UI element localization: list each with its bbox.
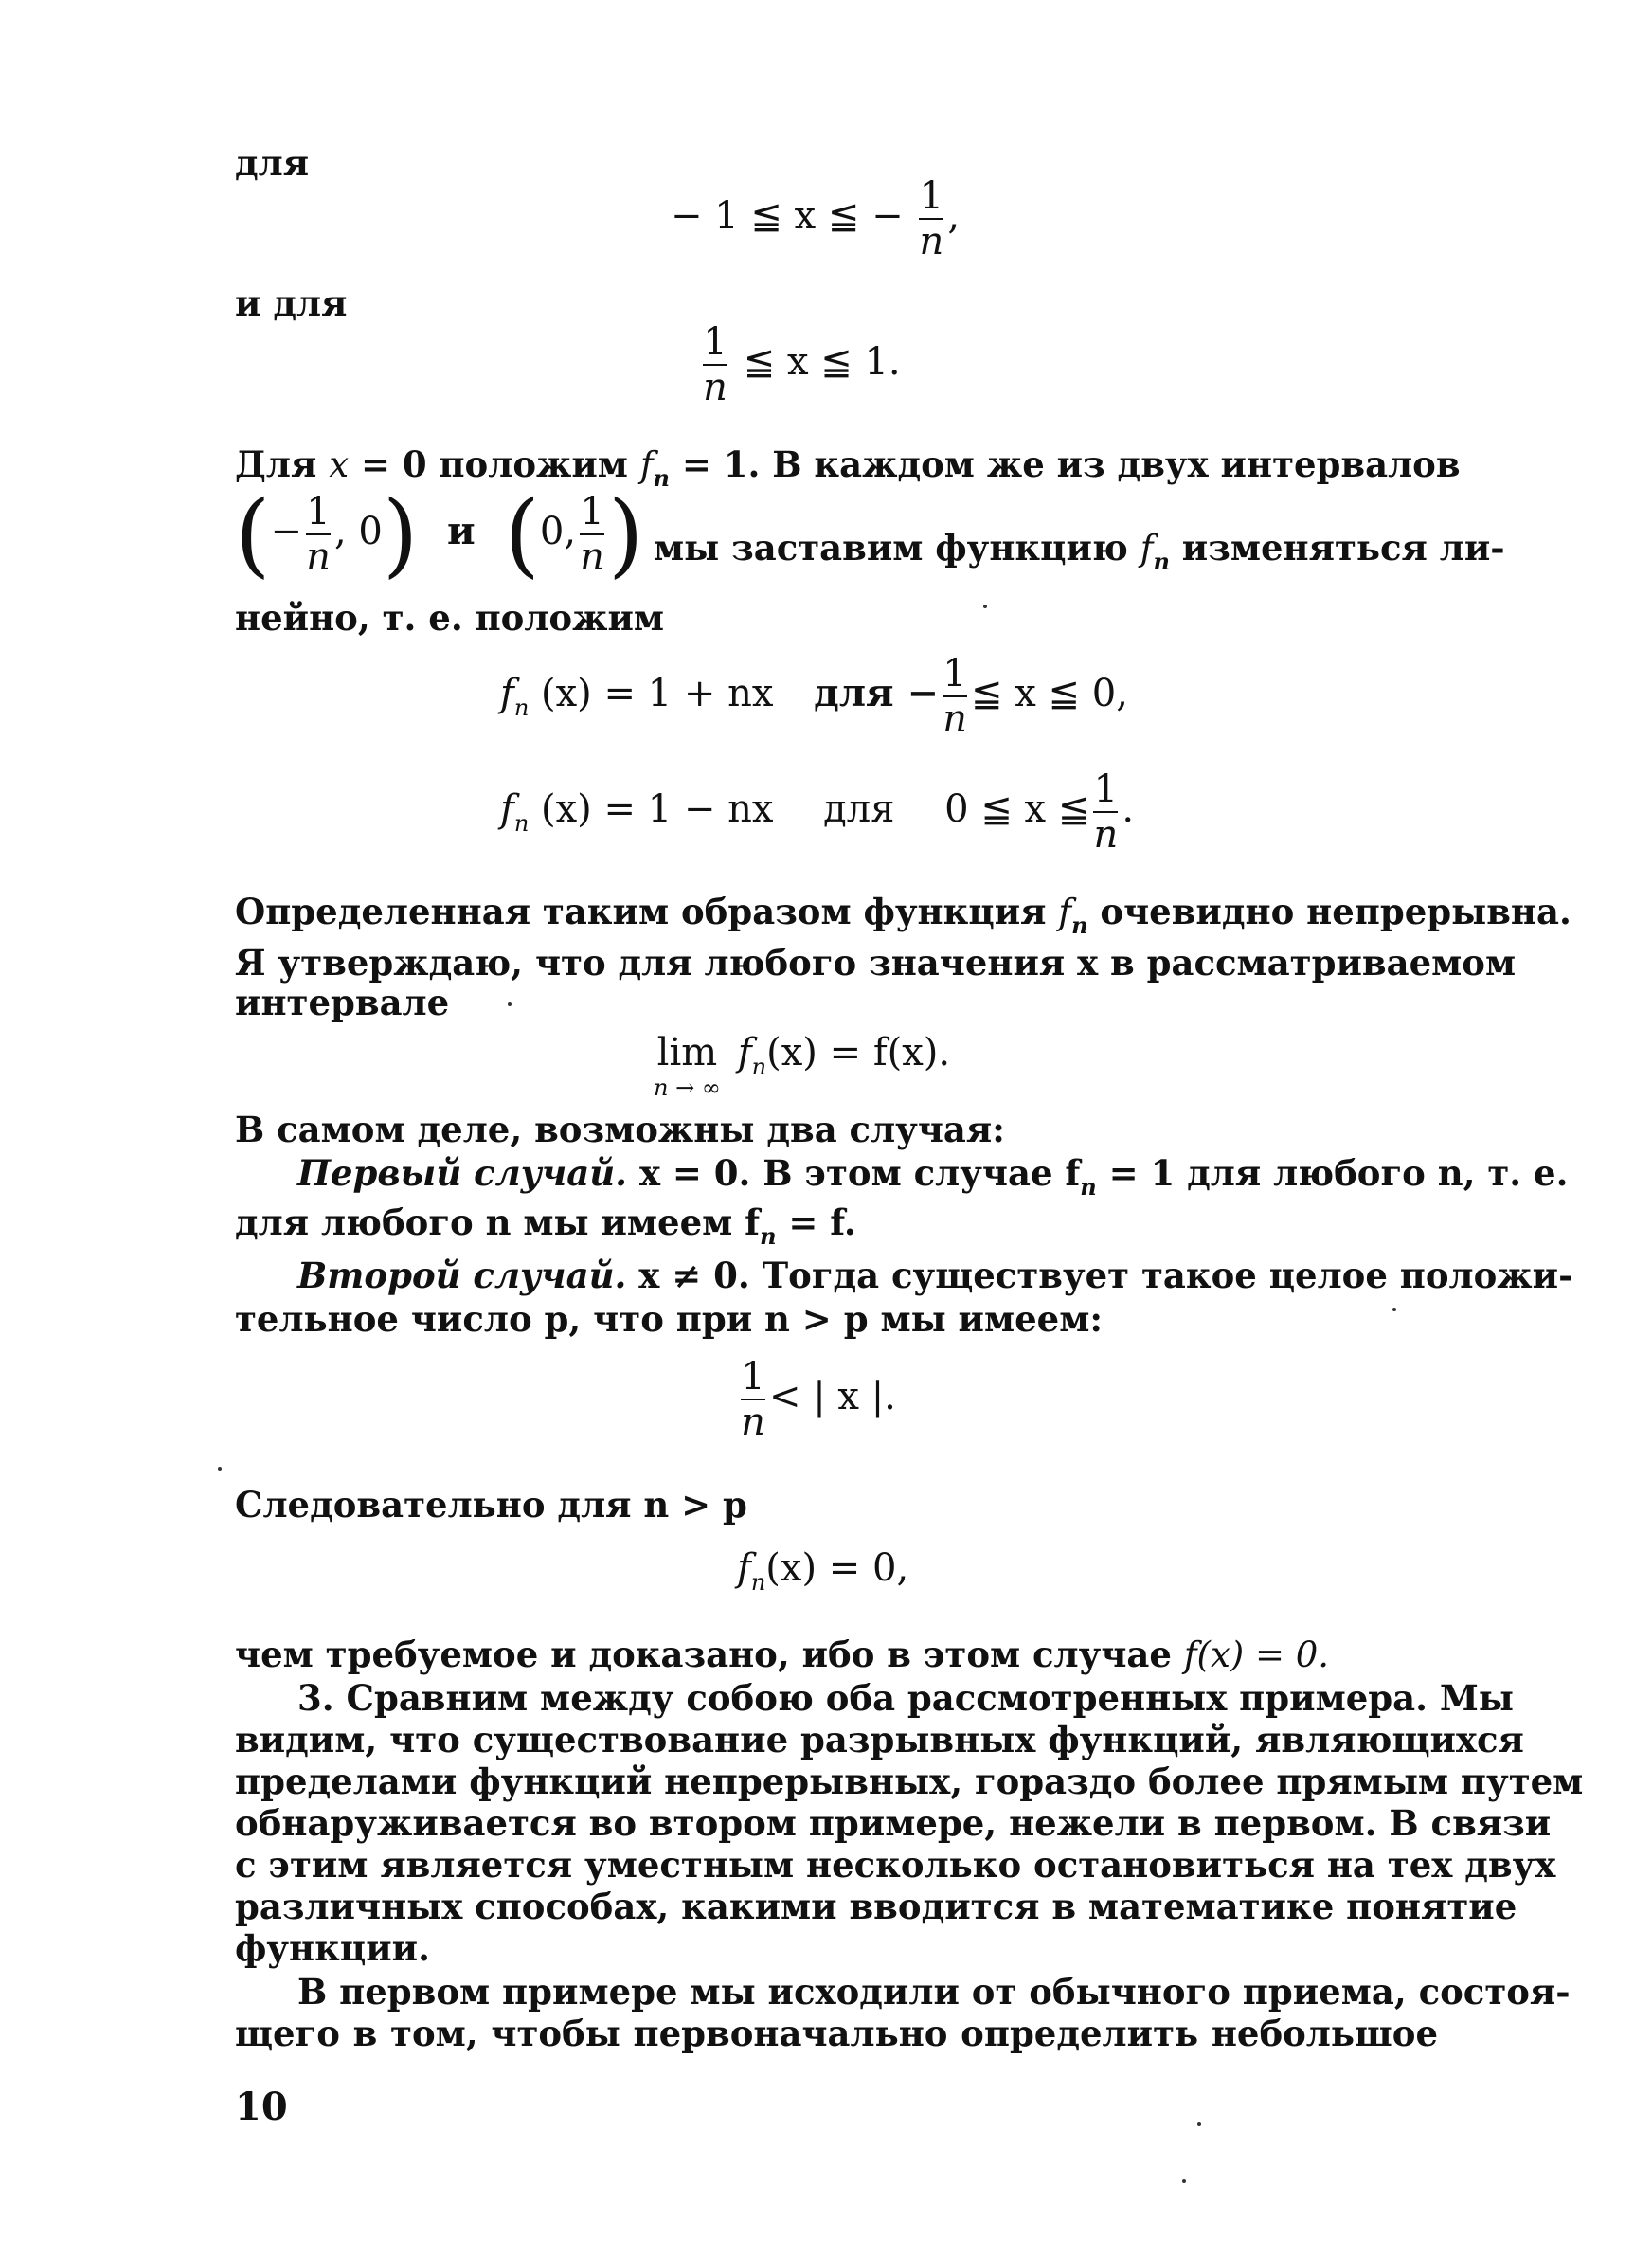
text: Определенная таким образом функция xyxy=(235,891,1059,932)
text: очевидно непрерывна. xyxy=(1087,891,1571,932)
eq-part: , 0 xyxy=(333,510,383,553)
eq-part: n xyxy=(513,810,530,837)
fraction xyxy=(306,492,331,577)
interval-line: (− $\frac{1}{n}$ , 0) и (0, $\frac{1}{n}$ ) xyxy=(235,481,644,587)
text: мы заставим функцию xyxy=(654,527,1140,569)
text-line xyxy=(235,1152,1569,1208)
text: видим, что существование разрывных функций, являющихся xyxy=(235,1719,1524,1760)
eq-part: f xyxy=(500,787,514,831)
text: n xyxy=(760,1222,777,1250)
text-line xyxy=(235,1719,1524,1760)
text-line xyxy=(235,1298,1438,1340)
text: обнаруживается во втором примере, нежели в первом. В связи xyxy=(235,1802,1552,1844)
text-line xyxy=(235,1109,1438,1150)
eq-part: для − xyxy=(814,671,940,715)
num: 1 xyxy=(1093,767,1119,811)
text: f xyxy=(1058,892,1072,932)
text: Я утверждаю, что для любого значения x в рассматриваемом xyxy=(235,942,1517,984)
scan-speck xyxy=(1182,2179,1186,2183)
eq-part: f xyxy=(500,672,514,715)
eq-part: f xyxy=(737,1031,752,1074)
equation-zero xyxy=(737,1546,908,1604)
eq-part: n xyxy=(513,695,530,721)
text: Второй случай. xyxy=(297,1255,627,1296)
text: для любого n мы имеем f xyxy=(235,1201,761,1243)
scan-speck xyxy=(1392,1308,1396,1311)
text-line xyxy=(235,1971,1571,2013)
eq-part: и xyxy=(447,509,476,553)
text-line xyxy=(235,982,1438,1023)
text-line xyxy=(235,1484,1438,1526)
eq-part: (x) = 1 − nx xyxy=(541,787,774,831)
eq-part: 0, xyxy=(539,510,577,553)
scan-speck xyxy=(983,605,987,608)
text-line xyxy=(235,1844,1556,1886)
text: пределами функций непрерывных, гораздо более прямым путем xyxy=(235,1760,1584,1802)
eq-part: n xyxy=(751,1054,767,1080)
num: 1 xyxy=(703,320,727,364)
eq-part: , xyxy=(947,194,961,238)
text-line xyxy=(235,597,1438,639)
num: 1 xyxy=(580,490,604,533)
eq-part: − xyxy=(270,510,302,553)
text: для xyxy=(235,142,310,184)
lim-text: lim xyxy=(656,1031,718,1074)
text-line xyxy=(235,1760,1584,1802)
text-line xyxy=(235,891,1571,947)
fraction xyxy=(741,1357,765,1442)
text-line xyxy=(235,1634,1438,1676)
text: и для xyxy=(235,282,348,324)
eq-part: < | x |. xyxy=(769,1375,896,1418)
den: n xyxy=(943,697,967,741)
fraction xyxy=(703,322,727,407)
den: n xyxy=(306,535,331,579)
text: x ≠ 0. Тогда существует такое целое положи- xyxy=(626,1255,1573,1296)
text-line xyxy=(235,1677,1514,1719)
den: n xyxy=(703,366,727,409)
text-line xyxy=(235,1201,1438,1257)
scan-speck xyxy=(508,1002,512,1006)
text: = f. xyxy=(776,1201,856,1243)
text: Для xyxy=(235,443,330,485)
eq-part: f xyxy=(737,1546,751,1590)
text-line xyxy=(235,1927,1438,1969)
text-line xyxy=(235,1255,1573,1296)
equation-1 xyxy=(671,176,960,262)
den: n xyxy=(580,535,604,579)
text: f xyxy=(639,444,654,485)
text: n xyxy=(1071,912,1088,939)
scan-speck xyxy=(1197,2122,1201,2126)
eq-part: (x) = f(x). xyxy=(766,1031,951,1074)
text: n xyxy=(1153,548,1170,575)
fraction xyxy=(580,492,604,577)
text: нейно, т. е. положим xyxy=(235,597,665,639)
eq-part: − 1 ≦ x ≦ − xyxy=(671,194,904,238)
text: В самом деле, возможны два случая: xyxy=(235,1109,1005,1150)
text: чем требуемое и доказано, ибо в этом случае xyxy=(235,1634,1184,1675)
fraction xyxy=(919,176,943,262)
den: n xyxy=(919,220,944,263)
den: n xyxy=(741,1400,765,1444)
text: n xyxy=(653,464,670,492)
text: функции. xyxy=(235,1927,430,1969)
fraction xyxy=(1093,769,1118,855)
limit xyxy=(654,1031,721,1101)
text-line xyxy=(235,1802,1552,1844)
num: 1 xyxy=(943,652,967,695)
num: 1 xyxy=(919,174,944,218)
equation-3 xyxy=(500,654,1128,739)
fraction xyxy=(943,654,967,739)
den: n xyxy=(1093,813,1119,857)
text-line xyxy=(235,942,1517,984)
text-line xyxy=(235,1886,1517,1927)
text: x xyxy=(329,444,350,485)
text: Первый случай. xyxy=(297,1152,628,1194)
scan-speck xyxy=(218,1467,222,1471)
eq-part: (x) = 0, xyxy=(765,1546,909,1590)
num: 1 xyxy=(741,1355,765,1399)
text: изменяться ли- xyxy=(1169,527,1505,569)
text: f xyxy=(1140,528,1154,569)
eq-part: (x) = 1 + nx xyxy=(541,672,774,715)
text: = 1. В каждом же из двух интервалов xyxy=(669,443,1461,485)
page-number: 10 xyxy=(235,2085,288,2129)
text: n xyxy=(1080,1173,1097,1201)
text: Следовательно для n > p xyxy=(235,1484,747,1526)
num: 1 xyxy=(306,490,331,533)
limit-equation xyxy=(654,1031,950,1101)
equation-4 xyxy=(500,769,1134,855)
text: интервале xyxy=(235,982,450,1023)
text: = 1 для любого n, т. е. xyxy=(1096,1152,1569,1194)
text: щего в том, чтобы первоначально определить небольшое xyxy=(235,2013,1438,2054)
text-line xyxy=(235,2013,1438,2054)
equation-2 xyxy=(699,322,901,407)
text-line xyxy=(235,282,1438,324)
text: различных способах, какими вводится в математике понятие xyxy=(235,1886,1517,1927)
eq-part: . xyxy=(1122,787,1135,831)
eq-part: ≦ x ≦ 0, xyxy=(971,672,1128,715)
text: 3. Сравним между собою оба рассмотренных примера. Мы xyxy=(297,1677,1514,1719)
text: = 0 положим xyxy=(349,443,640,485)
eq-part: n xyxy=(750,1569,766,1596)
text: тельное число p, что при n > p мы имеем: xyxy=(235,1298,1104,1340)
text: x = 0. В этом случае f xyxy=(627,1152,1081,1194)
text: f(x) = 0. xyxy=(1183,1634,1330,1675)
inequality xyxy=(737,1357,896,1442)
eq-part: для xyxy=(823,787,895,831)
text: с этим является уместным несколько остановиться на тех двух xyxy=(235,1844,1556,1886)
text-line xyxy=(654,527,1505,583)
eq-part: 0 ≦ x ≦ xyxy=(944,787,1090,831)
eq-part: ≦ x ≦ 1. xyxy=(743,340,901,384)
text: В первом примере мы исходили от обычного приема, состоя- xyxy=(297,1971,1571,2013)
lim-sub: n → ∞ xyxy=(654,1074,721,1101)
